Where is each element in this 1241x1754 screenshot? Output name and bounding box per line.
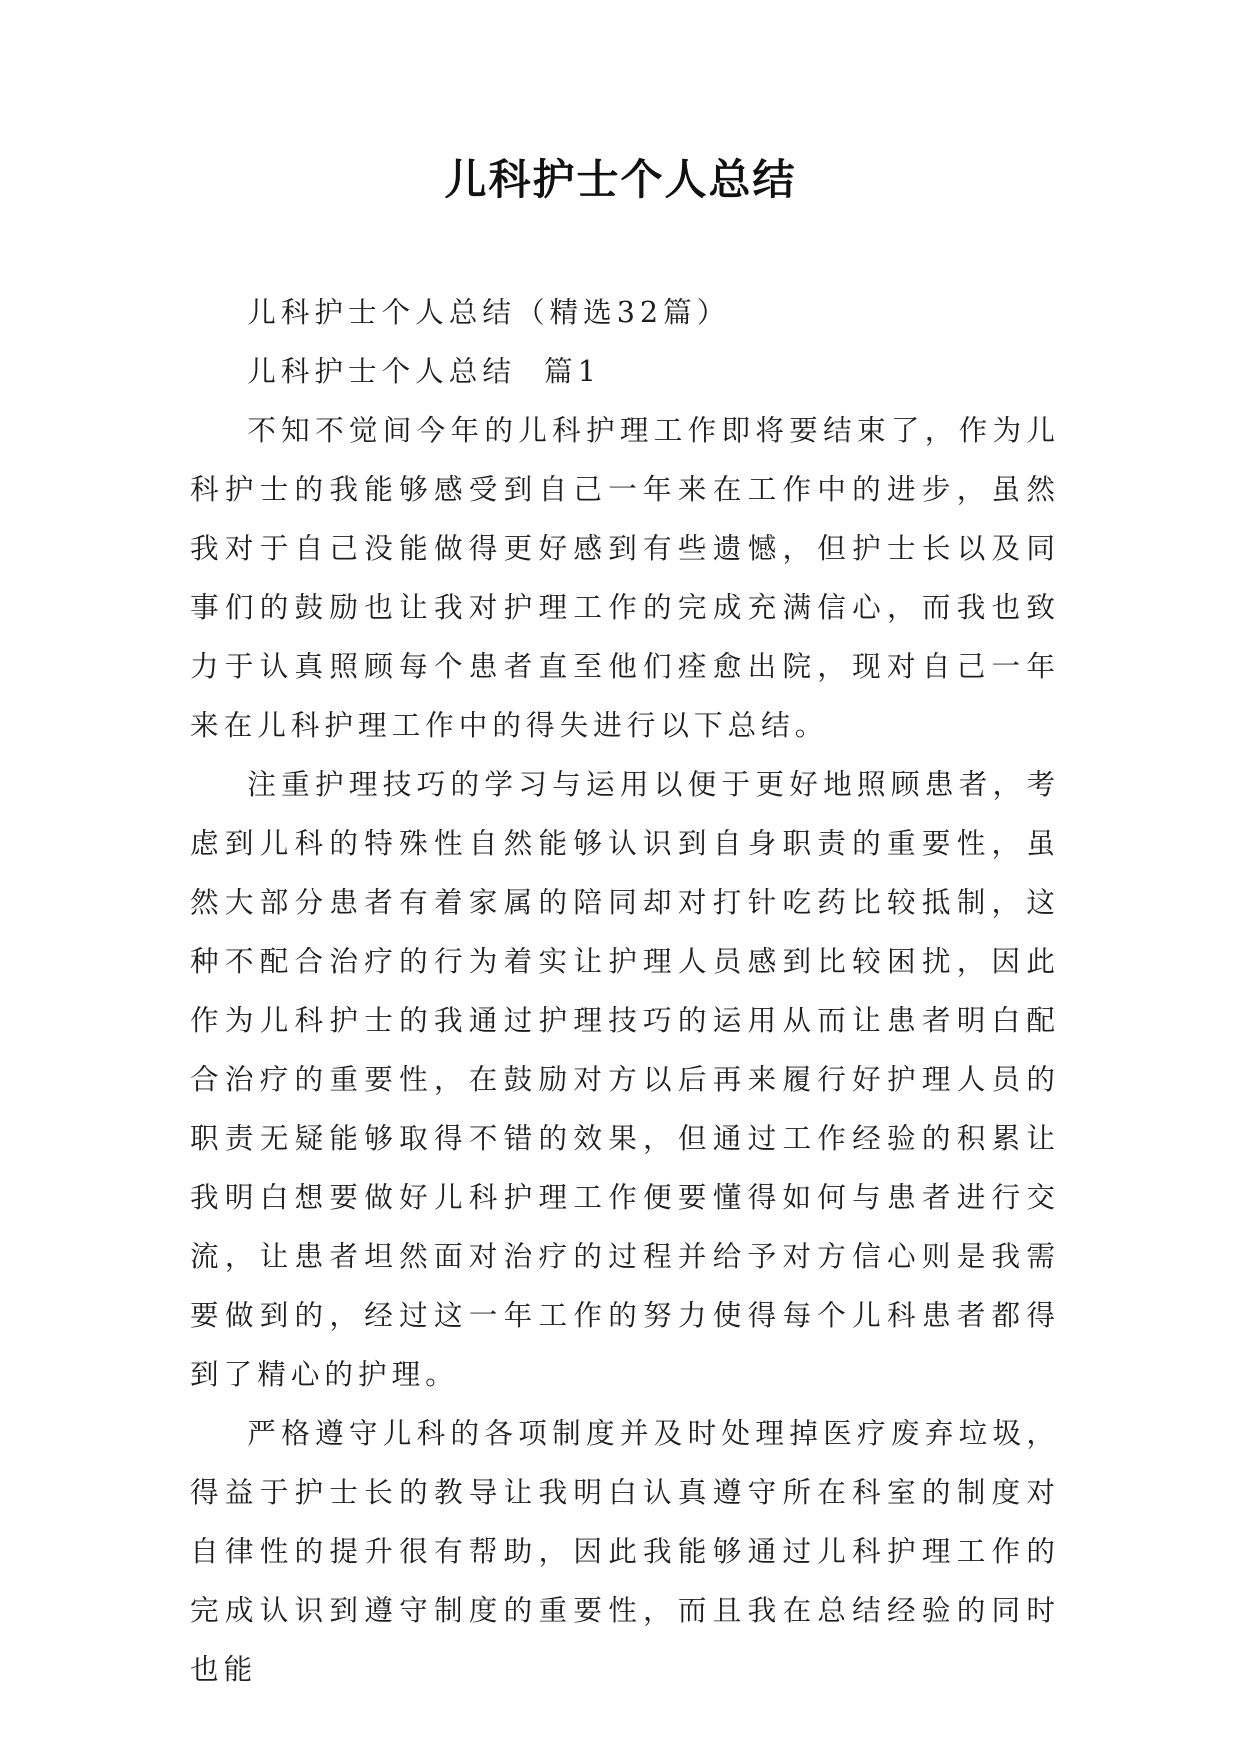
section-heading: 儿科护士个人总结 篇1 <box>247 354 601 388</box>
document-body <box>190 283 1060 1699</box>
document-subtitle: 儿科护士个人总结（精选32篇） <box>247 295 731 329</box>
body-paragraph: 不知不觉间今年的儿科护理工作即将要结束了，作为儿科护士的我能够感受到自己一年来在工作中的进步，虽然我对于自己没能做得更好感到有些遗憾，但护士长以及同事们的鼓励也让我对护理工作的完成充满信心，而我也致力于认真照顾每个患者直至他们痊愈出院，现对自己一年来在儿科护理工作中的得失进行以下总结。 <box>190 413 1060 742</box>
document-title: 儿科护士个人总结 <box>444 155 797 204</box>
body-paragraph: 注重护理技巧的学习与运用以便于更好地照顾患者，考虑到儿科的特殊性自然能够认识到自身职责的重要性，虽然大部分患者有着家属的陪同却对打针吃药比较抵制，这种不配合治疗的行为着实让护理人员感到比较困扰，因此作为儿科护士的我通过护理技巧的运用从而让患者明白配合治疗的重要性，在鼓励对方以后再来履行好护理人员的职责无疑能够取得不错的效果，但通过工作经验的积累让我明白想要做好儿科护理工作便要懂得如何与患者进行交流，让患者坦然面对治疗的过程并给予对方信心则是我需要做到的，经过这一年工作的努力使得每个儿科患者都得到了精心的护理。 <box>190 767 1060 1391</box>
body-paragraph: 严格遵守儿科的各项制度并及时处理掉医疗废弃垃圾，得益于护士长的教导让我明白认真遵守所在科室的制度对自律性的提升很有帮助，因此我能够通过儿科护理工作的完成认识到遵守制度的重要性，而且我在总结经验的同时也能 <box>190 1416 1060 1686</box>
